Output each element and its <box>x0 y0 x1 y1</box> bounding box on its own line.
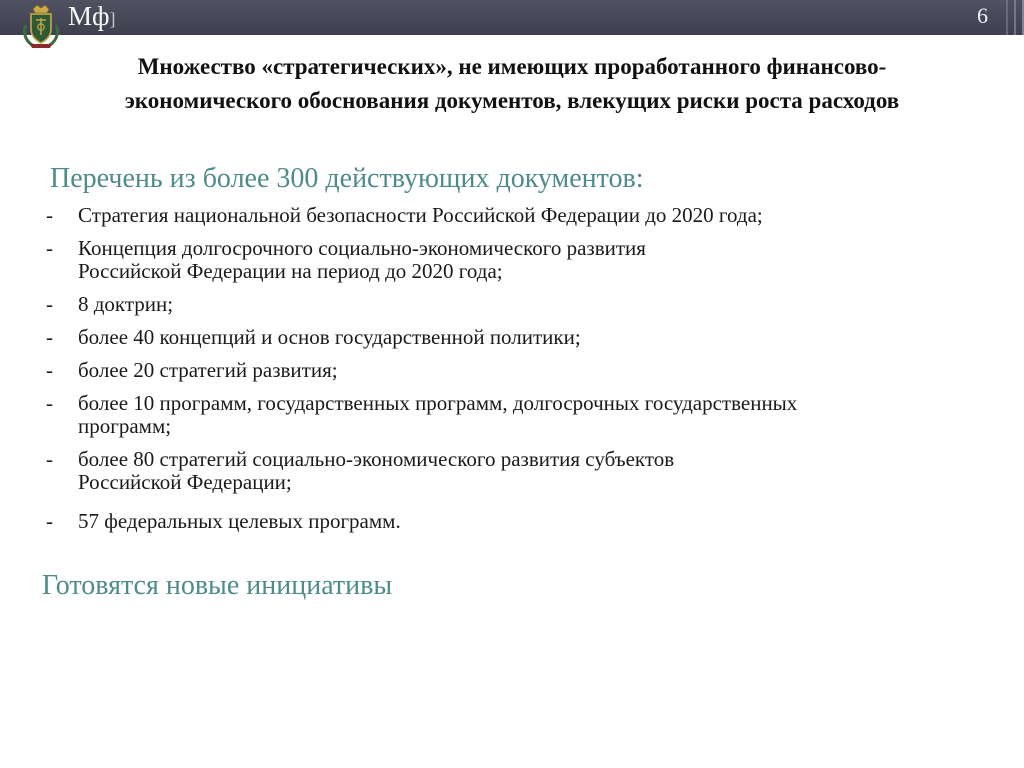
header-stripes <box>964 0 1024 35</box>
logo-text-tail: ] <box>109 9 116 29</box>
list-item-text: более 10 программ, государственных программ, долгосрочных государственных программ; <box>78 391 798 438</box>
ministry-crest-icon <box>20 3 62 49</box>
slide-title-line-2: экономического обоснования документов, влекущих риски роста расходов <box>124 88 900 113</box>
list-item <box>46 359 976 382</box>
list-dash: - <box>46 509 53 533</box>
list-item-text: более 20 стратегий развития; <box>78 358 338 382</box>
list-dash: - <box>46 292 53 316</box>
list-dash: - <box>46 358 53 382</box>
list-item-text: Концепция долгосрочного социально-экономического развития Российской Федерации на период до 2020 года; <box>78 236 646 283</box>
closing-note: Готовятся новые инициативы <box>42 570 393 601</box>
logo-text-main: Мф <box>68 1 110 31</box>
list-item <box>46 448 976 494</box>
list-dash: - <box>46 325 53 349</box>
documents-subheading: Перечень из более 300 действующих документов: <box>50 163 644 194</box>
list-item <box>46 237 976 283</box>
list-item-text: 57 федеральных целевых программ. <box>78 509 401 533</box>
header-bar <box>0 0 1024 35</box>
list-item-text: более 80 стратегий социально-экономического развития субъектов Российской Федерации; <box>78 447 675 494</box>
list-dash: - <box>46 391 53 415</box>
slide-title-line-1: Множество «стратегических», не имеющих проработанного финансово- <box>137 54 887 79</box>
list-item <box>46 510 976 533</box>
list-item-text: 8 доктрин; <box>78 292 174 316</box>
list-dash: - <box>46 236 53 260</box>
list-dash: - <box>46 447 53 471</box>
list-dash: - <box>46 203 53 227</box>
list-item-text: более 40 концепций и основ государственной политики; <box>78 325 581 349</box>
page-number: 6 <box>977 3 988 28</box>
list-item <box>46 326 976 349</box>
list-item <box>46 293 976 316</box>
logo-text <box>68 1 116 32</box>
slide-title <box>0 50 1024 118</box>
list-item <box>46 392 976 438</box>
list-item <box>46 204 976 227</box>
documents-list <box>46 204 976 533</box>
list-item-text: Стратегия национальной безопасности Российской Федерации до 2020 года; <box>78 203 763 227</box>
